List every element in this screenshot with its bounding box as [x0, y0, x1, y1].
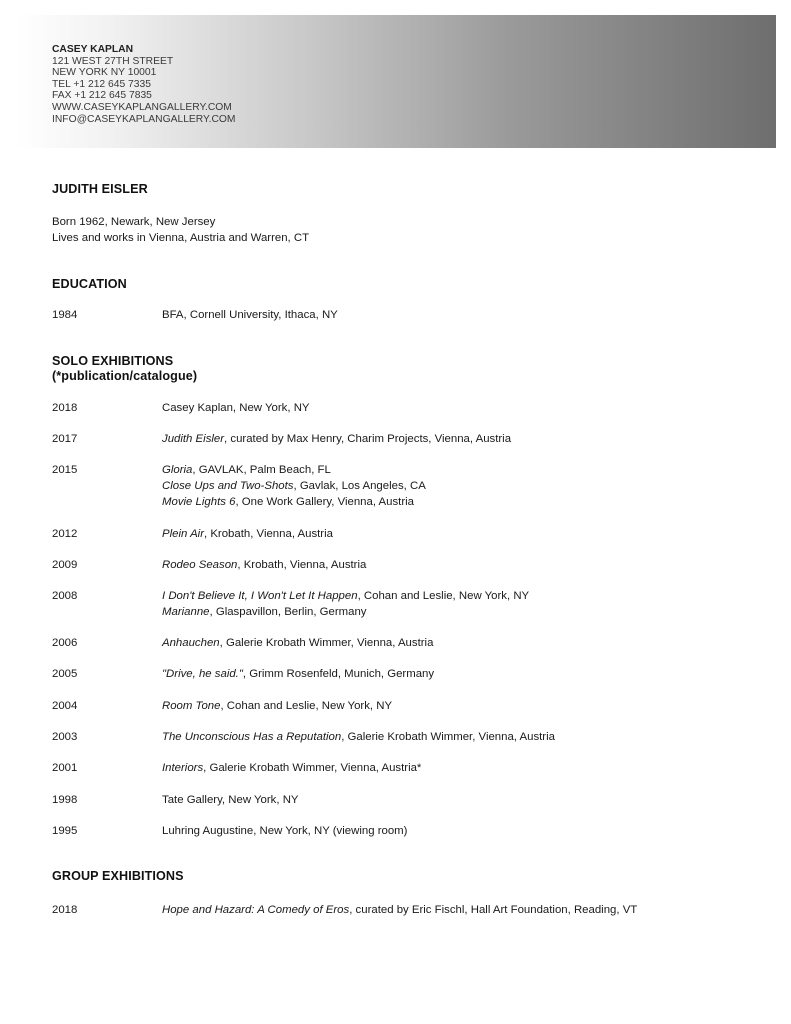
exhibition-title: Close Ups and Two-Shots: [162, 480, 294, 492]
exhibition-entry: [162, 666, 434, 682]
gallery-address-line: NEW YORK NY 10001: [52, 67, 157, 79]
artist-born: Born 1962, Newark, New Jersey: [52, 216, 216, 228]
exhibition-venue: , curated by Max Henry, Charim Projects, Vienna, Austria: [224, 433, 512, 445]
solo-subheading: (*publication/catalogue): [52, 369, 198, 383]
exhibition-year: 1998: [52, 794, 78, 806]
exhibition-year: 2004: [52, 700, 78, 712]
exhibition-year: 2012: [52, 528, 78, 540]
group-heading: GROUP EXHIBITIONS: [52, 869, 184, 883]
exhibition-venue: , GAVLAK, Palm Beach, FL: [192, 464, 331, 476]
exhibition-entry: [162, 478, 426, 494]
exhibition-venue: , Cohan and Leslie, New York, NY: [357, 590, 530, 602]
exhibition-entry: [162, 462, 331, 478]
exhibition-entry: [162, 902, 637, 918]
exhibition-entry: [162, 760, 421, 776]
gallery-fax: FAX +1 212 645 7835: [52, 90, 152, 102]
exhibition-year: 2018: [52, 904, 78, 916]
exhibition-title: Hope and Hazard: A Comedy of Eros: [162, 904, 350, 916]
exhibition-year: 2005: [52, 668, 78, 680]
exhibition-entry: [162, 557, 366, 573]
exhibition-venue: , Krobath, Vienna, Austria: [237, 559, 367, 571]
exhibition-venue: , One Work Gallery, Vienna, Austria: [235, 496, 414, 508]
education-year: 1984: [52, 309, 78, 321]
exhibition-title: Judith Eisler: [162, 433, 225, 445]
solo-heading: SOLO EXHIBITIONS: [52, 354, 174, 368]
education-heading: EDUCATION: [52, 277, 127, 291]
exhibition-entry: [162, 494, 414, 510]
exhibition-entry: [162, 431, 511, 447]
exhibition-title: Room Tone: [162, 700, 221, 712]
exhibition-venue: , Krobath, Vienna, Austria: [204, 528, 333, 540]
exhibition-entry: [162, 823, 407, 839]
exhibition-year: 2003: [52, 731, 78, 743]
gallery-website: WWW.CASEYKAPLANGALLERY.COM: [52, 101, 232, 113]
exhibition-venue: , Galerie Krobath Wimmer, Vienna, Austria: [341, 731, 555, 743]
exhibition-entry: [162, 635, 433, 651]
gallery-address-block: [52, 44, 235, 125]
exhibition-title: The Unconscious Has a Reputation: [162, 731, 342, 743]
exhibition-entry: [162, 526, 333, 542]
gallery-address-line: 121 WEST 27TH STREET: [52, 55, 174, 67]
exhibition-title: I Don't Believe It, I Won't Let It Happen: [162, 590, 358, 602]
exhibition-entry: [162, 792, 299, 808]
exhibition-entry: [162, 400, 310, 416]
exhibition-venue: , Galerie Krobath Wimmer, Vienna, Austria: [219, 637, 434, 649]
exhibition-venue: , Galerie Krobath Wimmer, Vienna, Austria*: [203, 762, 422, 774]
exhibition-title: Gloria: [162, 464, 193, 476]
exhibition-venue: Luhring Augustine, New York, NY (viewing room): [162, 825, 408, 837]
exhibition-venue: , curated by Eric Fischl, Hall Art Foundation, Reading, VT: [349, 904, 638, 916]
gallery-email: INFO@CASEYKAPLANGALLERY.COM: [52, 113, 236, 125]
exhibition-title: "Drive, he said.": [162, 668, 243, 680]
exhibition-venue: Casey Kaplan, New York, NY: [162, 402, 310, 414]
exhibition-year: 2008: [52, 590, 78, 602]
exhibition-year: 2006: [52, 637, 78, 649]
exhibition-title: Interiors: [162, 762, 204, 774]
exhibition-entry: [162, 698, 392, 714]
exhibition-title: Anhauchen: [162, 637, 220, 649]
exhibition-year: 2017: [52, 433, 78, 445]
exhibition-venue: Tate Gallery, New York, NY: [162, 794, 299, 806]
artist-lives: Lives and works in Vienna, Austria and Warren, CT: [52, 232, 310, 244]
exhibition-title: Rodeo Season: [162, 559, 238, 571]
gallery-name: CASEY KAPLAN: [52, 44, 134, 55]
exhibition-year: 1995: [52, 825, 78, 837]
exhibition-title: Movie Lights 6: [162, 496, 236, 508]
gallery-phone: TEL +1 212 645 7335: [52, 78, 151, 90]
exhibition-entry: [162, 729, 555, 745]
exhibition-entry: [162, 604, 367, 620]
exhibition-title: Plein Air: [162, 528, 204, 540]
exhibition-year: 2009: [52, 559, 78, 571]
exhibition-venue: , Cohan and Leslie, New York, NY: [220, 700, 393, 712]
exhibition-title: Marianne: [162, 606, 210, 618]
exhibition-venue: , Grimm Rosenfeld, Munich, Germany: [242, 668, 435, 680]
artist-name: JUDITH EISLER: [52, 182, 148, 196]
exhibition-year: 2001: [52, 762, 78, 774]
exhibition-year: 2015: [52, 464, 78, 476]
exhibition-venue: , Gavlak, Los Angeles, CA: [293, 480, 426, 492]
exhibition-entry: [162, 588, 529, 604]
exhibition-venue: , Glaspavillon, Berlin, Germany: [209, 606, 367, 618]
exhibition-year: 2018: [52, 402, 78, 414]
education-entry: BFA, Cornell University, Ithaca, NY: [162, 309, 338, 321]
